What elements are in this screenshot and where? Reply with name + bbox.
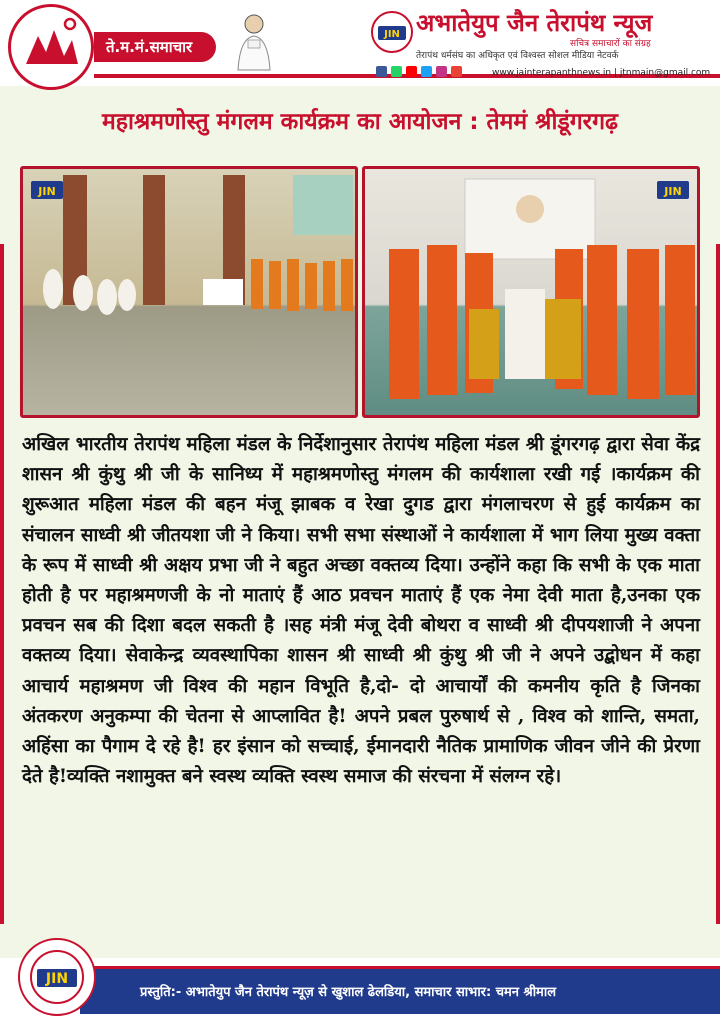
watermark-text-2: JIN (664, 185, 682, 198)
brand-description: तेरापंथ धर्मसंघ का अधिकृत एवं विश्वस्त सोशल मीडिया नेटवर्क (416, 51, 619, 61)
header (0, 0, 720, 86)
footer (0, 958, 720, 1018)
footer-jin-logo (18, 938, 96, 1016)
event-photo-group (362, 166, 700, 418)
jin-text: JIN (384, 29, 400, 40)
facebook-icon[interactable] (376, 66, 387, 77)
footer-jin-text: JIN (45, 971, 69, 987)
footer-credit: प्रस्तुति:- अभातेयुप जैन तेरापंथ न्यूज़ से खुशाल ढेलडिया, समाचार साभार: चमन श्रीमाल (140, 985, 557, 1000)
brand-title: अभातेयुप जैन तेरापंथ न्यूज (416, 9, 653, 37)
monk-figure-icon (232, 10, 276, 72)
jin-logo-icon (370, 10, 414, 56)
social-icons (376, 66, 462, 77)
left-accent-bar (0, 244, 4, 924)
tmm-logo-icon (16, 12, 86, 82)
brand-website[interactable]: www.jainterapanthnews.in | jtnmain@gmail.com (492, 68, 711, 78)
group-scene (365, 169, 700, 418)
jin-logo-icon-footer (27, 947, 87, 1007)
tag-label: ते.म.मं.समाचार (94, 32, 216, 62)
whatsapp-icon[interactable] (391, 66, 402, 77)
watermark-text: JIN (38, 185, 56, 198)
event-photo-hall (20, 166, 358, 418)
article-body: अखिल भारतीय तेरापंथ महिला मंडल के निर्देशानुसार तेरापंथ महिला मंडल श्री डूंगरगढ़ द्वारा सेवा केंद्र शासन श्री कुंथु श्री जी के सानिध्य में महाश्रमणोस्तु मंगलम की कार्यशाला रखी गई ।कार्यक्रम की शुरूआत महिला मंडल की बहन मंजू झाबक व रेखा दुगड द्वारा मंगलाचरण से हुई कार्यक्रम का संचालन साध्वी श्री जीतयशा जी ने किया। सभी सभा संस्थाओं ने कार्यशाला में भाग लिया मुख्य वक्ता के रूप में साध्वी श्री अक्षय प्रभा जी ने बहुत अच्छा वक्तव्य दिया। उन्होंने कहा कि सभी के एक माता होती है पर महाश्रमणजी के नो माताएं हैं आठ प्रवचन माताएं हैं एक नेमा देवी माता है,उनका एक प्रवचन सब की दिशा बदल सकती है ।सह मंत्री मंजू देवी बोथरा व साध्वी श्री दीपयशाजी ने अपना वक्तव्य दिया। सेवाकेन्द्र व्यवस्थापिका शासन श्री साध्वी श्री कुंथु श्री जी ने अपने उद्बोधन में कहा आचार्य महाश्रमण जी विश्व की महान विभूति है,दो- दो आचार्यों की कमनीय कृति है जिनका अंतकरण अनुकम्पा की चेतना से आप्लावित है! अपने प्रबल पुरुषार्थ से , विश्व को शान्ति, समता, अहिंसा का पैगाम दे रहे है! हर इंसान को सच्चाई, ईमानदारी नैतिक प्रामाणिक जीवन जीने की प्रेरणा देते है!व्यक्ति नशामुक्त बने स्वस्थ व्यक्ति स्वस्थ समाज की संरचना में संलग्न रहे। (22, 434, 700, 788)
instagram-icon[interactable] (436, 66, 447, 77)
hall-scene (23, 169, 358, 418)
youtube-icon[interactable] (406, 66, 417, 77)
brand-block (370, 6, 714, 78)
brand-tagline: सचित्र समाचारों का संग्रह (570, 39, 651, 49)
tmm-logo (8, 4, 94, 90)
google-icon[interactable] (451, 66, 462, 77)
twitter-icon[interactable] (421, 66, 432, 77)
headline: महाश्रमणोस्तु मंगलम कार्यक्रम का आयोजन : तेममं श्रीडूंगरगढ़ (102, 109, 618, 135)
right-accent-bar (716, 244, 720, 924)
